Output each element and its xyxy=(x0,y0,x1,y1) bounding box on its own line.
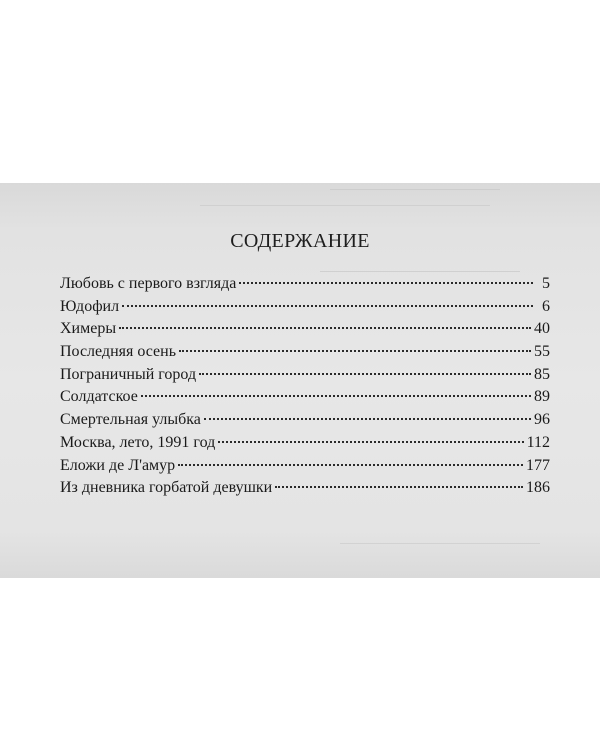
book-page xyxy=(0,183,600,578)
bleed-through-texture xyxy=(200,205,490,216)
dot-leader xyxy=(239,282,533,284)
dot-leader xyxy=(275,486,523,488)
toc-entry-page: 177 xyxy=(526,456,550,474)
toc-entry-title: Последняя осень xyxy=(60,343,177,361)
toc-entry xyxy=(60,298,550,321)
dot-leader xyxy=(141,395,531,397)
toc-entry xyxy=(60,434,550,457)
toc-entry xyxy=(60,457,550,480)
toc-entry xyxy=(60,411,550,434)
toc-entry-page: 55 xyxy=(534,343,550,361)
toc-entry-title: Солдатское xyxy=(60,388,138,406)
dot-leader xyxy=(204,418,531,420)
toc-entry-page: 112 xyxy=(526,433,550,451)
dot-leader xyxy=(179,350,531,352)
bleed-through-texture xyxy=(330,189,500,200)
dot-leader xyxy=(122,305,533,307)
table-of-contents xyxy=(60,275,550,502)
toc-entry xyxy=(60,366,550,389)
dot-leader xyxy=(119,327,531,329)
toc-entry-title: Пограничный город xyxy=(60,365,197,383)
toc-entry-page: 186 xyxy=(526,479,550,497)
toc-entry xyxy=(60,320,550,343)
toc-entry xyxy=(60,479,550,502)
contents-heading: СОДЕРЖАНИЕ xyxy=(230,230,370,252)
bleed-through-texture xyxy=(340,543,540,554)
toc-entry-page: 6 xyxy=(542,297,550,315)
dot-leader xyxy=(199,373,531,375)
toc-entry-title: Из дневника горбатой девушки xyxy=(60,479,273,497)
dot-leader xyxy=(218,441,523,443)
toc-entry-page: 5 xyxy=(542,275,550,292)
toc-entry-title: Москва, лето, 1991 год xyxy=(60,433,216,451)
toc-entry-title: Химеры xyxy=(60,320,117,338)
toc-entry-page: 89 xyxy=(534,388,550,406)
toc-entry-page: 40 xyxy=(534,320,550,338)
toc-entry-page: 85 xyxy=(534,365,550,383)
toc-entry-page: 96 xyxy=(534,411,550,429)
toc-entry xyxy=(60,275,550,298)
toc-entry xyxy=(60,343,550,366)
toc-entry xyxy=(60,388,550,411)
dot-leader xyxy=(178,464,523,466)
toc-entry-title: Юдофил xyxy=(60,297,120,315)
toc-entry-title: Смертельная улыбка xyxy=(60,411,201,429)
toc-entry-title: Еложи де Л'амур xyxy=(60,456,176,474)
toc-entry-title: Любовь с первого взгляда xyxy=(60,275,237,292)
